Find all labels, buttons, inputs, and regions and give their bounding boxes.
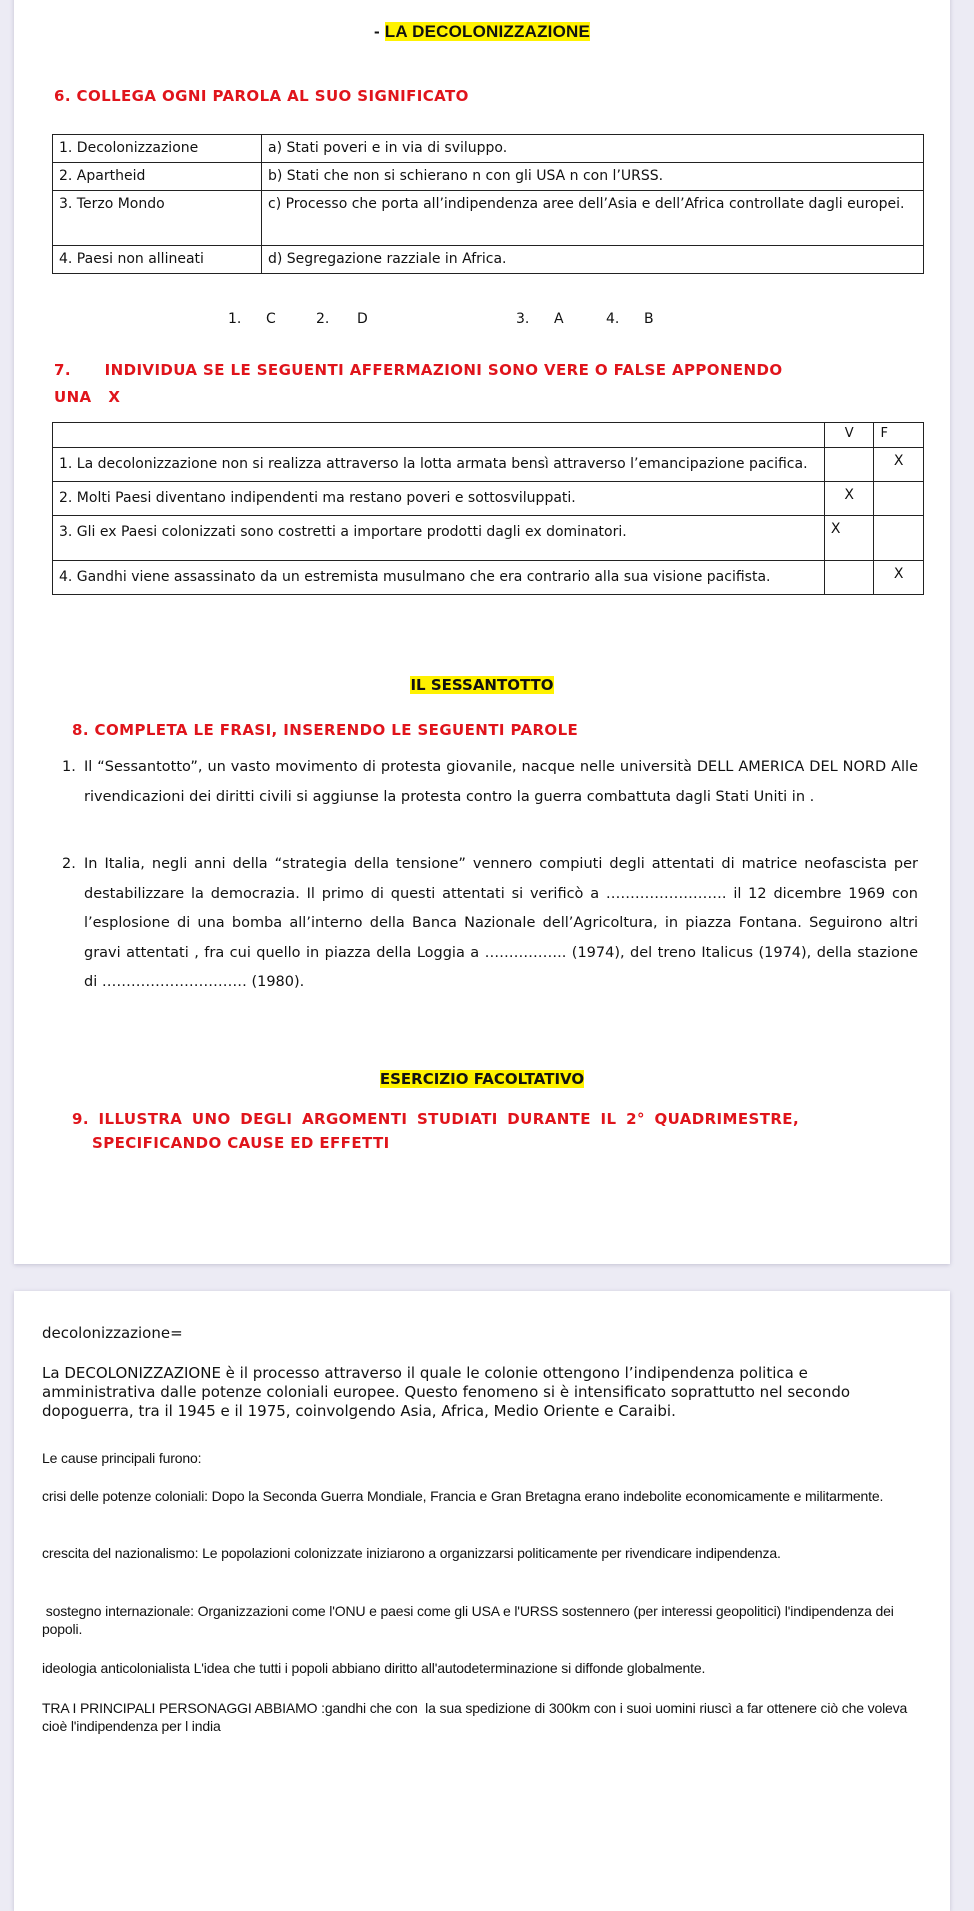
causes-heading: Le cause principali furono: [42,1450,202,1466]
cause-item: crescita del nazionalismo: Le popolazioni colonizzate iniziarono a organizzarsi politicamente per rivendicare indipendenza. [42,1545,781,1561]
optional-exercise-title [14,1070,950,1088]
section-7-heading-line1: 7. INDIVIDUA SE LE SEGUENTI AFFERMAZIONI SONO VERE O FALSE APPONENDO [54,361,783,379]
personaggi-paragraph: TRA I PRINCIPALI PERSONAGGI ABBIAMO :gandhi che con la sua spedizione di 300km con i suoi uomini riuscì a far ottenere ciò che voleva cioè l'indipendenza per l india [42,1700,911,1734]
answer-letter: D [357,311,368,327]
statement-cell: 3. Gli ex Paesi colonizzati sono costretti a importare prodotti dagli ex dominatori. [53,516,825,561]
cause-item: sostegno internazionale: Organizzazioni come l'ONU e paesi come gli USA e l'URSS sostennero (per interessi geopolitici) l'indipendenza dei popoli. [42,1603,898,1637]
page-title [14,22,950,42]
term-cell: 2. Apartheid [53,163,262,191]
true-mark-cell[interactable]: X [824,516,874,561]
table-row [53,482,924,516]
true-false-table [52,422,924,595]
term-cell: 4. Paesi non allineati [53,246,262,274]
statement-cell: 1. La decolonizzazione non si realizza attraverso la lotta armata bensì attraverso l’emancipazione pacifica. [53,448,825,482]
table-row [53,163,924,191]
table-row [53,135,924,163]
matching-answers [14,311,950,331]
student-answer-card [14,1291,950,1911]
answer-intro: La DECOLONIZZAZIONE è il processo attraverso il quale le colonie ottengono l’indipendenza politica e amministrativa dalle potenze coloniali europee. Questo fenomeno si è intensificato soprattutto nel secondo dopoguerra, tra il 1945 e il 1975, coinvolgendo Asia, Africa, Medio Oriente e Caraibi. [42,1364,851,1420]
section-8-heading: 8. COMPLETA LE FRASI, INSERENDO LE SEGUENTI PAROLE [72,721,579,739]
table-row [53,191,924,246]
table-row [53,448,924,482]
item-number: 2. [62,856,76,872]
answer-number: 2. [316,311,330,327]
definition-cell: c) Processo che porta all’indipendenza aree dell’Asia e dell’Africa controllate dagli europei. [262,191,924,246]
false-mark-cell[interactable]: X [874,448,924,482]
table-header-row [53,423,924,448]
definition-cell: d) Segregazione razziale in Africa. [262,246,924,274]
false-mark-cell[interactable]: X [874,561,924,595]
cause-item: ideologia anticolonialista L'idea che tutti i popoli abbiano diritto all'autodeterminazione si diffonde globalmente. [42,1660,706,1676]
false-mark-cell[interactable] [874,516,924,561]
definition-cell: b) Stati che non si schierano n con gli USA n con l’URSS. [262,163,924,191]
worksheet-page [14,0,950,1264]
header-false: F [874,423,924,448]
answer-letter: C [266,311,276,327]
cause-item: crisi delle potenze coloniali: Dopo la Seconda Guerra Mondiale, Francia e Gran Bretagna erano indebolite economicamente e militarmente. [42,1488,884,1504]
section-6-heading: 6. COLLEGA OGNI PAROLA AL SUO SIGNIFICATO [54,87,469,105]
item-number: 1. [62,759,76,775]
table-row [53,516,924,561]
term-cell: 1. Decolonizzazione [53,135,262,163]
item-text: Il “Sessantotto”, un vasto movimento di protesta giovanile, nacque nelle università DELL AMERICA DEL NORD Alle rivendicazioni dei diritti civili si aggiunse la protesta contro la guerra combattuta dagli Stati Uniti in . [84,759,918,805]
sessantotto-title [14,676,950,694]
true-mark-cell[interactable] [824,448,874,482]
matching-table [52,134,924,274]
term-cell: 3. Terzo Mondo [53,191,262,246]
definition-cell: a) Stati poveri e in via di sviluppo. [262,135,924,163]
answer-number: 3. [516,311,530,327]
fill-in-item-2 [62,850,918,998]
false-mark-cell[interactable] [874,482,924,516]
sessantotto-title-text: IL SESSANTOTTO [410,676,554,694]
answer-number: 1. [228,311,242,327]
item-text: In Italia, negli anni della “strategia della tensione” vennero compiuti degli attentati di matrice neofascista per destabilizzare la democrazia. Il primo di questi attentati si verificò a ……………………. il 12 dicembre 1969 con l’esplosione di una bomba all’interno della Banca Nazionale dell’Agricoltura, in piazza Fontana. Seguirono altri gravi attentati , fra cui quello in piazza della Loggia a …………….. (1974), del treno Italicus (1974), della stazione di ………………………… (1980). [84,856,918,990]
section-7-heading-line2: UNA X [54,388,121,406]
answer-number: 4. [606,311,620,327]
table-row [53,561,924,595]
fill-in-item-1 [62,753,918,812]
statement-cell: 2. Molti Paesi diventano indipendenti ma restano poveri e sottosviluppati. [53,482,825,516]
true-mark-cell[interactable]: X [824,482,874,516]
answer-letter: A [554,311,564,327]
true-mark-cell[interactable] [824,561,874,595]
section-9-heading-line1: 9. ILLUSTRA UNO DEGLI ARGOMENTI STUDIATI DURANTE IL 2° QUADRIMESTRE, [72,1110,800,1128]
title-text: LA DECOLONIZZAZIONE [384,22,591,41]
section-9-heading-line2: SPECIFICANDO CAUSE ED EFFETTI [92,1134,390,1152]
answer-label: decolonizzazione= [42,1324,183,1342]
title-prefix: - [373,22,385,41]
answer-letter: B [644,311,654,327]
header-blank-cell [53,423,825,448]
header-true: V [824,423,874,448]
table-row [53,246,924,274]
statement-cell: 4. Gandhi viene assassinato da un estremista musulmano che era contrario alla sua visione pacifista. [53,561,825,595]
optional-title-text: ESERCIZIO FACOLTATIVO [379,1070,585,1088]
